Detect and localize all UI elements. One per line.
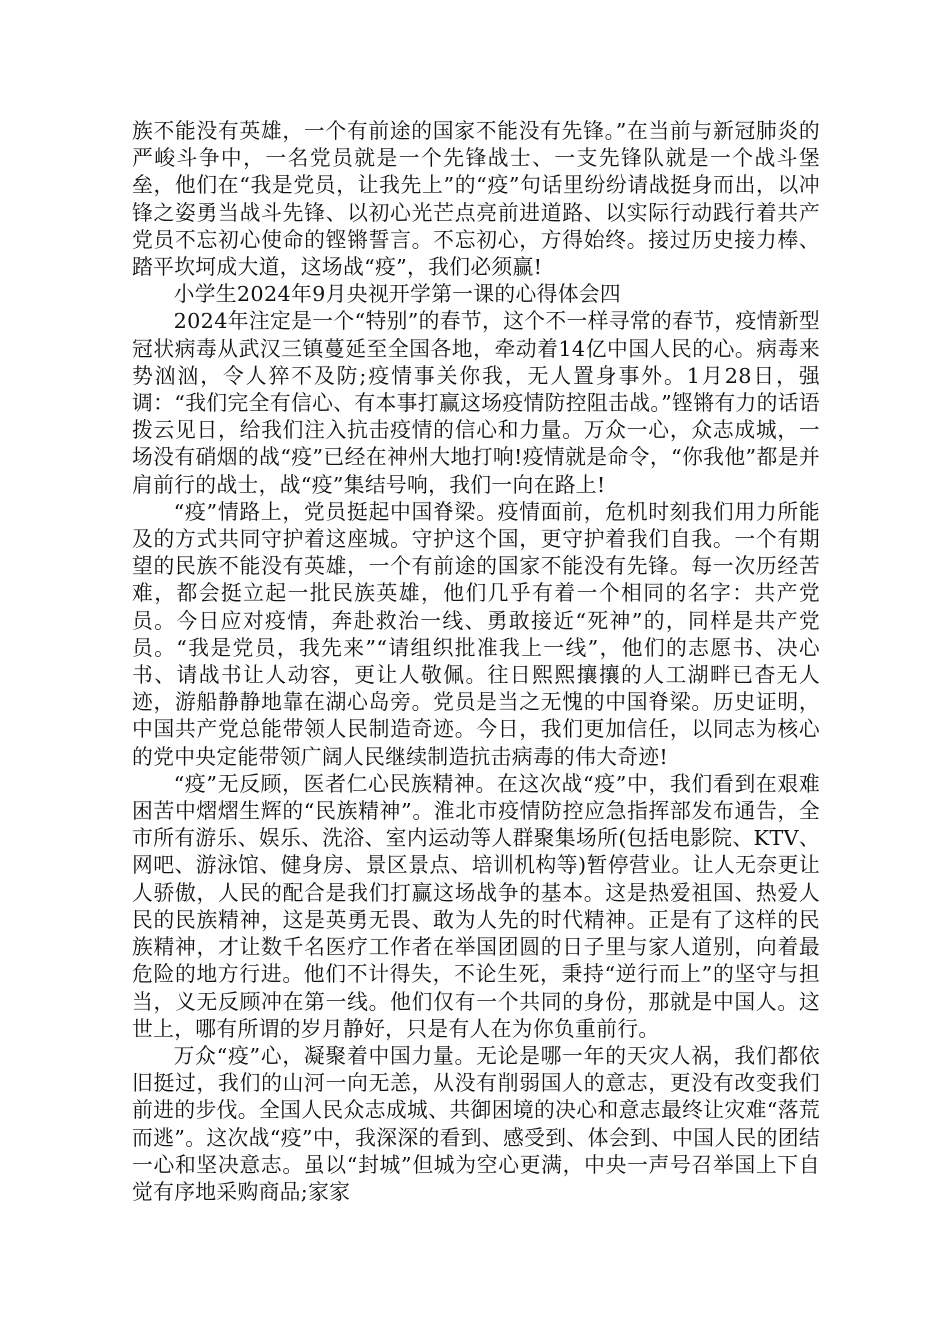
paragraph: “疫”无反顾，医者仁心民族精神。在这次战“疫”中，我们看到在艰难困苦中熠熠生辉的“民族精神”。淮北市疫情防控应急指挥部发布通告，全市所有游乐、娱乐、洗浴、室内运动等人群聚集场所(包括电影院、KTV、网吧、游泳馆、健身房、景区景点、培训机构等)暂停营业。让人无奈更让人骄傲，人民的配合是我们打赢这场战争的基本。这是热爱祖国、热爱人民的民族精神，这是英勇无畏、敢为人先的时代精神。正是有了这样的民族精神，才让数千名医疗工作者在举国团圆的日子里与家人道别，向着最危险的地方行进。他们不计得失，不论生死，秉持“逆行而上”的坚守与担当，义无反顾冲在第一线。他们仅有一个共同的身份，那就是中国人。这世上，哪有所谓的岁月静好，只是有人在为你负重前行。 (132, 771, 820, 1041)
paragraph: “疫”情路上，党员挺起中国脊梁。疫情面前，危机时刻我们用力所能及的方式共同守护着这座城。守护这个国，更守护着我们自我。一个有期望的民族不能没有英雄，一个有前途的国家不能没有先锋。每一次历经苦难，都会挺立起一批民族英雄，他们几乎有着一个相同的名字：共产党员。今日应对疫情，奔赴救治一线、勇敢接近“死神”的，同样是共产党员。“我是党员，我先来”“请组织批准我上一线”，他们的志愿书、决心书、请战书让人动容，更让人敬佩。往日熙熙攘攘的人工湖畔已杳无人迹，游船静静地靠在湖心岛旁。党员是当之无愧的中国脊梁。历史证明，中国共产党总能带领人民制造奇迹。今日，我们更加信任，以同志为核心的党中央定能带领广阔人民继续制造抗击病毒的伟大奇迹! (132, 499, 820, 769)
paragraph-continued: 族不能没有英雄，一个有前途的国家不能没有先锋。”在当前与新冠肺炎的严峻斗争中，一名党员就是一个先锋战士、一支先锋队就是一个战斗堡垒，他们在“我是党员，让我先上”的“疫”句话里纷纷请战挺身而出，以冲锋之姿勇当战斗先锋、以初心光芒点亮前进道路、以实际行动践行着共产党员不忘初心使命的铿锵誓言。不忘初心，方得始终。接过历史接力棒、踏平坎坷成大道，这场战“疫”，我们必须赢! (132, 119, 820, 280)
paragraph: 2024年注定是一个“特别”的春节，这个不一样寻常的春节，疫情新型冠状病毒从武汉三镇蔓延至全国各地，牵动着14亿中国人民的心。病毒来势汹汹，令人猝不及防;疫情事关你我，无人置身事外。1月28日，强调：“我们完全有信心、有本事打赢这场疫情防控阻击战。”铿锵有力的话语拨云见日，给我们注入抗击疫情的信心和力量。万众一心，众志成城，一场没有硝烟的战“疫”已经在神州大地打响!疫情就是命令，“你我他”都是并肩前行的战士，战“疫”集结号响，我们一向在路上! (132, 309, 820, 497)
paragraph: 万众“疫”心，凝聚着中国力量。无论是哪一年的天灾人祸，我们都依旧挺过，我们的山河一向无恙，从没有削弱国人的意志，更没有改变我们前进的步伐。全国人民众志成城、共御困境的决心和意志最终让灾难“落荒而逃”。这次战“疫”中，我深深的看到、感受到、体会到、中国人民的团结一心和坚决意志。虽以“封城”但城为空心更满，中央一声号召举国上下自觉有序地采购商品;家家 (132, 1043, 820, 1204)
document-page (132, 118, 820, 1206)
section-title: 小学生2024年9月央视开学第一课的心得体会四 (173, 282, 621, 307)
